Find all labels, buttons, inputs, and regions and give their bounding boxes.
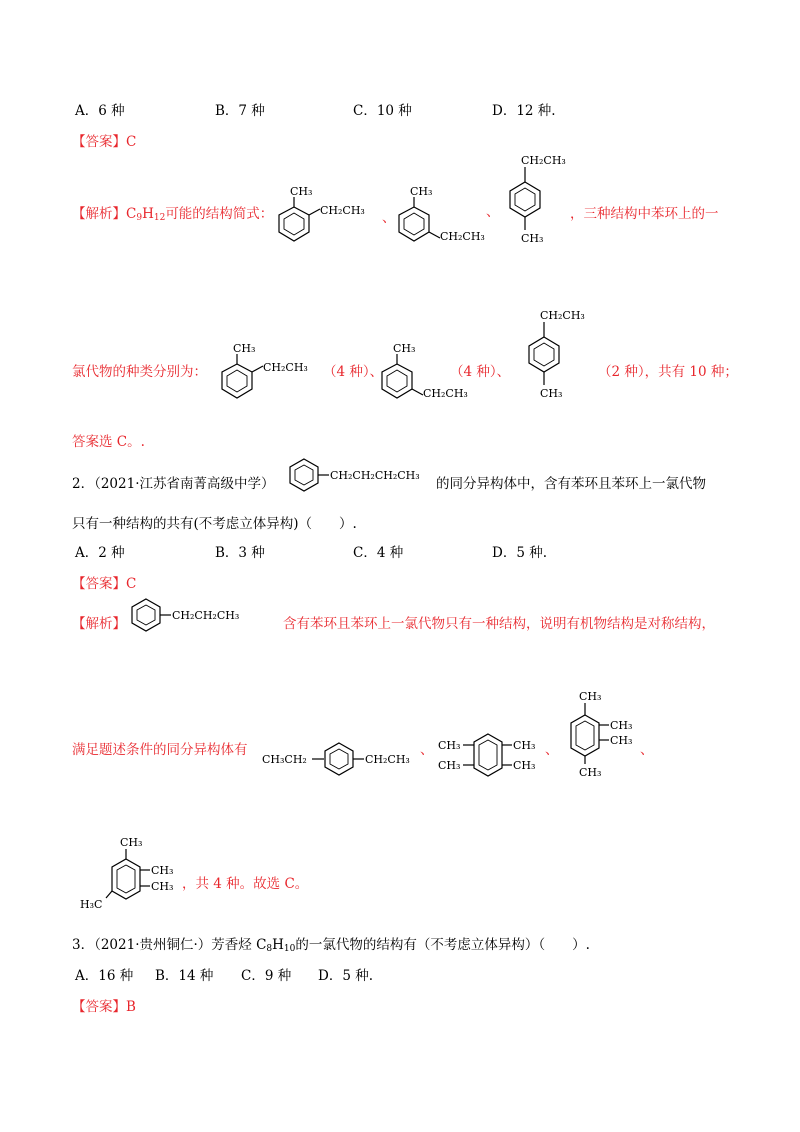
structure-p-diethylbenzene (262, 735, 422, 780)
ch3-label: CH₃ (410, 185, 433, 198)
q3-option-c[interactable]: C．9 种 (241, 968, 292, 984)
q2-option-c[interactable]: C．4 种 (353, 545, 404, 561)
structure-ortho-ethyltoluene (272, 185, 382, 250)
analysis-text: 可能的结构简式： (165, 206, 274, 222)
answer-value: C (126, 576, 137, 592)
structure-tetramethylbenzene-b (80, 834, 190, 914)
ch3-label: CH₃ (438, 759, 461, 772)
ch3-label: CH₃ (151, 880, 174, 893)
q2-conclusion: ，共 4 种。故选 C。 (182, 876, 309, 892)
separator: 、 (545, 742, 559, 758)
separator: 、 (486, 204, 500, 220)
q3-option-b[interactable]: B．14 种 (155, 968, 214, 984)
ch3-label: CH₃ (610, 734, 633, 747)
formula-h: H (142, 206, 154, 222)
structure-tetramethylbenzene-a (563, 688, 653, 783)
answer-value: C (126, 134, 137, 150)
stem-h: H (272, 937, 284, 953)
ch3-label: CH₃ (120, 836, 143, 849)
answer-tag: 【答案】 (72, 134, 126, 150)
structure-para-ethyltoluene (522, 305, 602, 405)
structure-durene (438, 730, 548, 780)
ch2ch3-label: CH₂CH₃ (540, 309, 585, 322)
answer-tag: 【答案】 (72, 999, 126, 1015)
structure-butylbenzene (288, 455, 433, 495)
ch3-label: CH₃ (438, 739, 461, 752)
q3-option-a[interactable]: A．16 种 (75, 968, 134, 984)
question-number: 2． (72, 476, 95, 492)
q2-analysis-text2: 满足题述条件的同分异构体有 (72, 742, 248, 758)
q2-stem-line1 (72, 472, 275, 492)
count-meta: （4 种）、 (450, 364, 511, 380)
stem-sub-h: 10 (283, 944, 296, 954)
q1-option-d[interactable]: D．12 种. (492, 103, 556, 119)
ch3-label: CH₃ (521, 232, 544, 245)
ch3-label: CH₃ (513, 739, 536, 752)
q1-analysis-text3: 氯代物的种类分别为： (72, 364, 207, 380)
q1-option-b[interactable]: B．7 种 (215, 103, 265, 119)
count-para: （2 种），共有 10 种； (598, 364, 738, 380)
separator: 、 (382, 210, 396, 226)
stem-part-a: （2021·贵州铜仁·）芳香烃 C (94, 937, 267, 953)
analysis-tag: 【解析】 (72, 206, 126, 222)
separator: 、 (420, 742, 434, 758)
q2-stem-text2: 只有一种结构的共有(不考虑立体异构)（ ）. (72, 516, 357, 532)
q1-analysis-intro (72, 202, 273, 223)
ch3-label: CH₃ (290, 185, 313, 198)
count-ortho: （4 种）、 (323, 364, 384, 380)
structure-ortho-ethyltoluene (215, 342, 325, 407)
q2-option-b[interactable]: B．3 种 (215, 545, 265, 561)
ethyl-right-label: CH₂CH₃ (365, 753, 410, 766)
stem-part-b: 的一氯代物的结构有（不考虑立体异构）（ ）. (295, 937, 590, 953)
q1-conclusion: 答案选 C。. (72, 434, 145, 450)
ch3-label: CH₃ (579, 690, 602, 703)
q2-option-a[interactable]: A．2 种 (75, 545, 125, 561)
ch3-label: CH₃ (610, 719, 633, 732)
separator: 、 (640, 742, 654, 758)
q2-analysis-text1: 含有苯环且苯环上一氯代物只有一种结构，说明有机物结构是对称结构， (283, 616, 715, 632)
structure-para-ethyltoluene (503, 150, 583, 250)
q1-analysis-text2: ，三种结构中苯环上的一 (570, 206, 719, 222)
q1-answer (72, 130, 136, 150)
q2-answer (72, 572, 136, 592)
answer-tag: 【答案】 (72, 576, 126, 592)
stem-sub-c: 8 (266, 944, 273, 954)
ch2ch3-label: CH₂CH₃ (521, 154, 566, 167)
q1-option-c[interactable]: C．10 种 (353, 103, 412, 119)
formula-c-sub: 9 (136, 213, 143, 223)
structure-propylbenzene (130, 595, 280, 635)
question-number: 3． (72, 937, 95, 953)
ch2ch3-label: CH₂CH₃ (320, 204, 365, 217)
question-source: （2021·江苏省南菁高级中学） (94, 476, 275, 492)
ch3-label: CH₃ (233, 342, 256, 355)
ethyl-left-label: CH₃CH₂ (262, 753, 307, 766)
ch3-label: CH₃ (513, 759, 536, 772)
q2-stem-text1: 的同分异构体中，含有苯环且苯环上一氯代物 (436, 476, 706, 492)
answer-value: B (126, 999, 136, 1015)
butyl-label: CH₂CH₂CH₂CH₃ (330, 469, 420, 482)
formula-c: C (126, 206, 137, 222)
ch3-label: CH₃ (151, 864, 174, 877)
q2-option-d[interactable]: D．5 种. (492, 545, 547, 561)
propyl-label: CH₂CH₂CH₃ (172, 609, 240, 622)
formula-h-sub: 12 (153, 213, 166, 223)
q1-option-a[interactable]: A．6 种 (75, 103, 125, 119)
ch2ch3-label: CH₂CH₃ (440, 230, 485, 243)
q3-answer (72, 995, 136, 1015)
ch3-label: CH₃ (393, 342, 416, 355)
analysis-tag: 【解析】 (72, 616, 126, 632)
ch2ch3-label: CH₂CH₃ (263, 361, 308, 374)
ch3-label: CH₃ (540, 387, 563, 400)
q3-stem (72, 933, 590, 954)
ch2ch3-label: CH₂CH₃ (423, 387, 468, 400)
ch3-label: CH₃ (579, 766, 602, 779)
h3c-label: H₃C (80, 898, 103, 911)
q3-option-d[interactable]: D．5 种. (318, 968, 373, 984)
